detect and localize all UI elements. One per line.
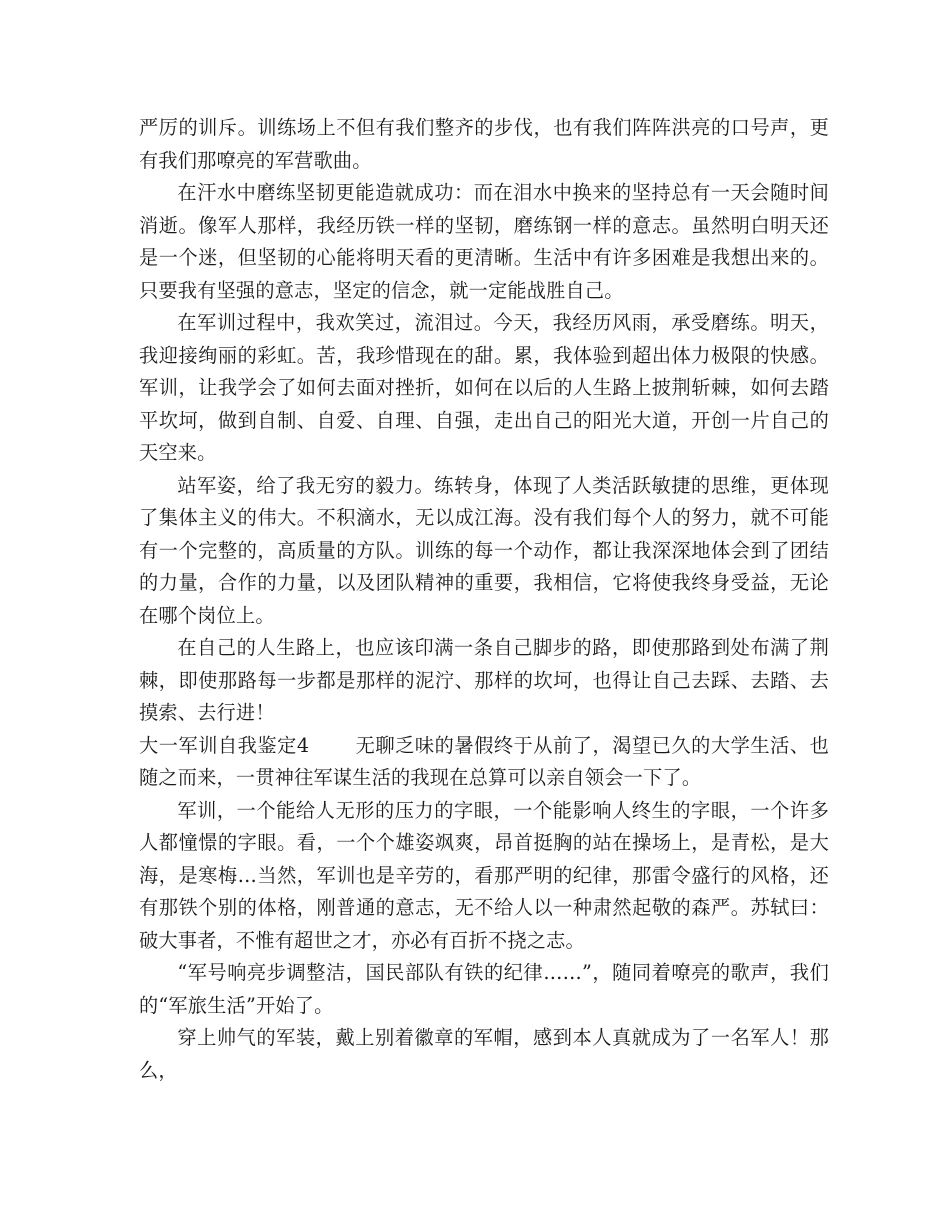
paragraph-4: 站军姿，给了我无穷的毅力。练转身，体现了人类活跃敏捷的思维，更体现了集体主义的伟大。不积滴水，无以成江海。没有我们每个人的努力，就不可能有一个完整的，高质量的方队。训练的每一个动作，都让我深深地体会到了团结的力量，合作的力量，以及团队精神的重要，我相信，它将使我终身受益，无论在哪个岗位上。 <box>139 473 829 627</box>
paragraph-3: 在军训过程中，我欢笑过，流泪过。今天，我经历风雨，承受磨练。明天，我迎接绚丽的彩虹。苦，我珍惜现在的甜。累，我体验到超出体力极限的快感。军训，让我学会了如何去面对挫折，如何在以后的人生路上披荆斩棘，如何去踏平坎坷，做到自制、自爱、自理、自强，走出自己的阳光大道，开创一片自己的天空来。 <box>139 311 829 464</box>
document-body <box>139 112 829 1087</box>
paragraph-1: 严厉的训斥。训练场上不但有我们整齐的步伐，也有我们阵阵洪亮的口号声，更有我们那嘹亮的军营歌曲。 <box>139 116 829 172</box>
section-heading: 大一军训自我鉴定4 <box>139 733 310 757</box>
paragraph-2: 在汗水中磨练坚韧更能造就成功：而在泪水中换来的坚持总有一天会随时间消逝。像军人那样，我经历铁一样的坚韧，磨练钢一样的意志。虽然明白明天还是一个迷，但坚韧的心能将明天看的更清晰。生活中有许多困难是我想出来的。只要我有坚强的意志，坚定的信念，就一定能战胜自己。 <box>139 181 829 302</box>
section-first-paragraph: 无聊乏味的暑假终于从前了，渴望已久的大学生活、也随之而来，一贯神往军谋生活的我现在总算可以亲自领会一下了。 <box>139 733 829 789</box>
paragraph-8: 穿上帅气的军装，戴上别着徽章的军帽，感到本人真就成为了一名军人！那么， <box>139 1026 829 1082</box>
paragraph-6: 军训，一个能给人无形的压力的字眼，一个能影响人终生的字眼，一个许多人都憧憬的字眼。看，一个个雄姿飒爽，昂首挺胸的站在操场上，是青松，是大海，是寒梅…当然，军训也是辛劳的，看那严明的纪律，那雷令盛行的风格，还有那铁个别的体格，刚普通的意志，无不给人以一种肃然起敬的森严。苏轼曰：破大事者，不惟有超世之才，亦必有百折不挠之志。 <box>139 798 829 952</box>
paragraph-5: 在自己的人生路上，也应该印满一条自己脚步的路，即使那路到处布满了荆棘，即使那路每一步都是那样的泥泞、那样的坎坷，也得让自己去踩、去踏、去摸索、去行进！ <box>139 636 829 724</box>
paragraph-7: “军号响亮步调整洁，国民部队有铁的纪律……”，随同着嘹亮的歌声，我们的“军旅生活”开始了。 <box>139 961 829 1017</box>
section-paragraph <box>139 730 829 795</box>
